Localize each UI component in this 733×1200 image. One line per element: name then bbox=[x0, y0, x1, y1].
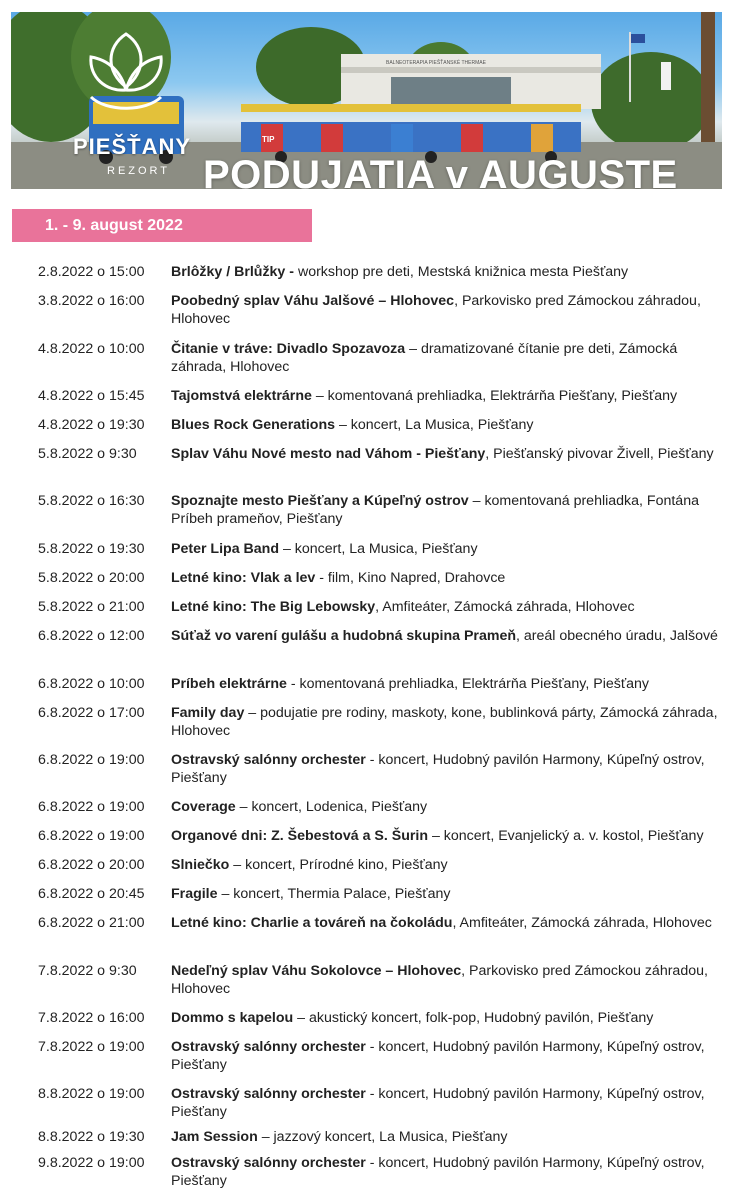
event-title: Organové dni: Z. Šebestová a S. Šurin bbox=[171, 828, 429, 844]
event-title: Family day bbox=[171, 705, 245, 721]
event-text bbox=[171, 1085, 726, 1121]
event-details: – koncert, Lodenica, Piešťany bbox=[235, 799, 428, 815]
event-date: 6.8.2022 o 10:00 bbox=[38, 676, 145, 692]
logo-subtext: REZORT bbox=[107, 165, 171, 177]
event-text bbox=[171, 1154, 726, 1190]
event-text bbox=[171, 492, 726, 528]
event-date: 4.8.2022 o 19:30 bbox=[38, 417, 145, 433]
event-date: 7.8.2022 o 16:00 bbox=[38, 1010, 145, 1026]
event-title: Ostravský salónny orchester bbox=[171, 752, 366, 768]
event-date: 6.8.2022 o 20:45 bbox=[38, 886, 145, 902]
event-title: Brlôžky / Brlůžky - bbox=[171, 264, 294, 280]
header-banner bbox=[11, 12, 722, 189]
event-date: 6.8.2022 o 19:00 bbox=[38, 799, 145, 815]
event-title: Letné kino: Charlie a továreň na čokoládu bbox=[171, 915, 453, 931]
event-title: Fragile bbox=[171, 886, 218, 902]
event-text bbox=[171, 798, 726, 816]
event-text bbox=[171, 704, 726, 740]
event-details: – dramatizované čítanie pre deti, Zámocká záhrada, Hlohovec bbox=[171, 341, 678, 375]
event-text bbox=[171, 885, 726, 903]
event-details: – akustický koncert, folk-pop, Hudobný pavilón, Piešťany bbox=[293, 1010, 654, 1026]
event-title: Jam Session bbox=[171, 1129, 258, 1145]
event-details: – koncert, La Musica, Piešťany bbox=[335, 417, 534, 433]
event-text bbox=[171, 416, 726, 434]
event-date: 5.8.2022 o 16:30 bbox=[38, 493, 145, 509]
event-text bbox=[171, 263, 726, 281]
event-date: 4.8.2022 o 15:45 bbox=[38, 388, 145, 404]
event-text bbox=[171, 827, 726, 845]
event-date: 5.8.2022 o 19:30 bbox=[38, 541, 145, 557]
event-details: - koncert, Hudobný pavilón Harmony, Kúpeľný ostrov, Piešťany bbox=[171, 1086, 705, 1120]
logo-text: PIEŠŤANY bbox=[73, 134, 192, 159]
event-text bbox=[171, 292, 726, 328]
event-details: - komentovaná prehliadka, Elektrárňa Piešťany, Piešťany bbox=[286, 676, 650, 692]
event-details: – komentovaná prehliadka, Elektrárňa Piešťany, Piešťany bbox=[311, 388, 678, 404]
event-date: 7.8.2022 o 19:00 bbox=[38, 1039, 145, 1055]
event-text bbox=[171, 598, 726, 616]
event-text bbox=[171, 387, 726, 405]
event-date: 6.8.2022 o 19:00 bbox=[38, 828, 145, 844]
event-details: , Amfiteáter, Zámocká záhrada, Hlohovec bbox=[452, 915, 712, 931]
event-details: – podujatie pre rodiny, maskoty, kone, bublinková párty, Zámocká záhrada, Hlohovec bbox=[171, 705, 718, 739]
event-details: , Piešťanský pivovar Živell, Piešťany bbox=[485, 446, 714, 462]
event-text bbox=[171, 1009, 726, 1027]
event-date: 9.8.2022 o 19:00 bbox=[38, 1155, 145, 1171]
event-details: , Amfiteáter, Zámocká záhrada, Hlohovec bbox=[375, 599, 635, 615]
event-date: 8.8.2022 o 19:30 bbox=[38, 1129, 145, 1145]
event-title: Poobedný splav Váhu Jalšové – Hlohovec bbox=[171, 293, 455, 309]
section-date-label: 1. - 9. august 2022 bbox=[12, 209, 312, 242]
event-text bbox=[171, 540, 726, 558]
event-details: - koncert, Hudobný pavilón Harmony, Kúpeľný ostrov, Piešťany bbox=[171, 1155, 705, 1189]
event-details: – koncert, Prírodné kino, Piešťany bbox=[229, 857, 448, 873]
event-text bbox=[171, 627, 726, 645]
event-date: 6.8.2022 o 21:00 bbox=[38, 915, 145, 931]
event-text bbox=[171, 1128, 726, 1146]
event-date: 5.8.2022 o 21:00 bbox=[38, 599, 145, 615]
event-text bbox=[171, 569, 726, 587]
event-details: - koncert, Hudobný pavilón Harmony, Kúpeľný ostrov, Piešťany bbox=[171, 752, 705, 786]
event-title: Ostravský salónny orchester bbox=[171, 1039, 366, 1055]
event-date: 7.8.2022 o 9:30 bbox=[38, 963, 137, 979]
event-text bbox=[171, 914, 726, 932]
event-title: Slniečko bbox=[171, 857, 230, 873]
event-date: 5.8.2022 o 20:00 bbox=[38, 570, 145, 586]
event-text bbox=[171, 445, 726, 463]
event-title: Letné kino: The Big Lebowsky bbox=[171, 599, 376, 615]
event-title: Splav Váhu Nové mesto nad Váhom - Piešťany bbox=[171, 446, 486, 462]
event-date: 6.8.2022 o 19:00 bbox=[38, 752, 145, 768]
event-title: Nedeľný splav Váhu Sokolovce – Hlohovec bbox=[171, 963, 462, 979]
event-details: – koncert, La Musica, Piešťany bbox=[279, 541, 478, 557]
event-title: Blues Rock Generations bbox=[171, 417, 335, 433]
event-title: Súťaž vo varení gulášu a hudobná skupina Prameň bbox=[171, 628, 517, 644]
event-date: 2.8.2022 o 15:00 bbox=[38, 264, 145, 280]
event-details: - koncert, Hudobný pavilón Harmony, Kúpeľný ostrov, Piešťany bbox=[171, 1039, 705, 1073]
event-title: Dommo s kapelou bbox=[171, 1010, 294, 1026]
event-date: 8.8.2022 o 19:00 bbox=[38, 1086, 145, 1102]
tip-sign: TIP bbox=[262, 135, 275, 144]
event-text bbox=[171, 340, 726, 376]
event-details: , Parkovisko pred Zámockou záhradou, Hlohovec bbox=[171, 293, 701, 327]
event-title: Ostravský salónny orchester bbox=[171, 1155, 366, 1171]
event-details: – jazzový koncert, La Musica, Piešťany bbox=[257, 1129, 508, 1145]
event-details: – koncert, Evanjelický a. v. kostol, Piešťany bbox=[428, 828, 704, 844]
event-text bbox=[171, 751, 726, 787]
event-title: Peter Lipa Band bbox=[171, 541, 280, 557]
event-date: 6.8.2022 o 20:00 bbox=[38, 857, 145, 873]
event-title: Coverage bbox=[171, 799, 236, 815]
page-title: PODUJATIA v AUGUSTE bbox=[203, 153, 678, 189]
event-details: - film, Kino Napred, Drahovce bbox=[315, 570, 506, 586]
event-title: Príbeh elektrárne bbox=[171, 676, 287, 692]
event-text bbox=[171, 1038, 726, 1074]
event-details: – komentovaná prehliadka, Fontána Príbeh prameňov, Piešťany bbox=[171, 493, 699, 527]
event-title: Spoznajte mesto Piešťany a Kúpeľný ostrov bbox=[171, 493, 469, 509]
event-title: Čitanie v tráve: Divadlo Spozavoza bbox=[171, 341, 406, 357]
event-date: 6.8.2022 o 12:00 bbox=[38, 628, 145, 644]
event-date: 5.8.2022 o 9:30 bbox=[38, 446, 137, 462]
event-text bbox=[171, 856, 726, 874]
event-title: Ostravský salónny orchester bbox=[171, 1086, 366, 1102]
event-date: 3.8.2022 o 16:00 bbox=[38, 293, 145, 309]
event-date: 4.8.2022 o 10:00 bbox=[38, 341, 145, 357]
event-details: , areál obecného úradu, Jalšové bbox=[516, 628, 718, 644]
event-text bbox=[171, 675, 726, 693]
event-details: , Parkovisko pred Zámockou záhradou, Hlohovec bbox=[171, 963, 708, 997]
event-details: – koncert, Thermia Palace, Piešťany bbox=[217, 886, 451, 902]
event-text bbox=[171, 962, 726, 998]
event-title: Letné kino: Vlak a lev bbox=[171, 570, 316, 586]
event-date: 6.8.2022 o 17:00 bbox=[38, 705, 145, 721]
station-sign: BALNEOTERAPIA PIEŠŤANSKÉ THERMAE bbox=[386, 60, 486, 66]
event-details: workshop pre deti, Mestská knižnica mesta Piešťany bbox=[294, 264, 629, 280]
event-title: Tajomstvá elektrárne bbox=[171, 388, 312, 404]
